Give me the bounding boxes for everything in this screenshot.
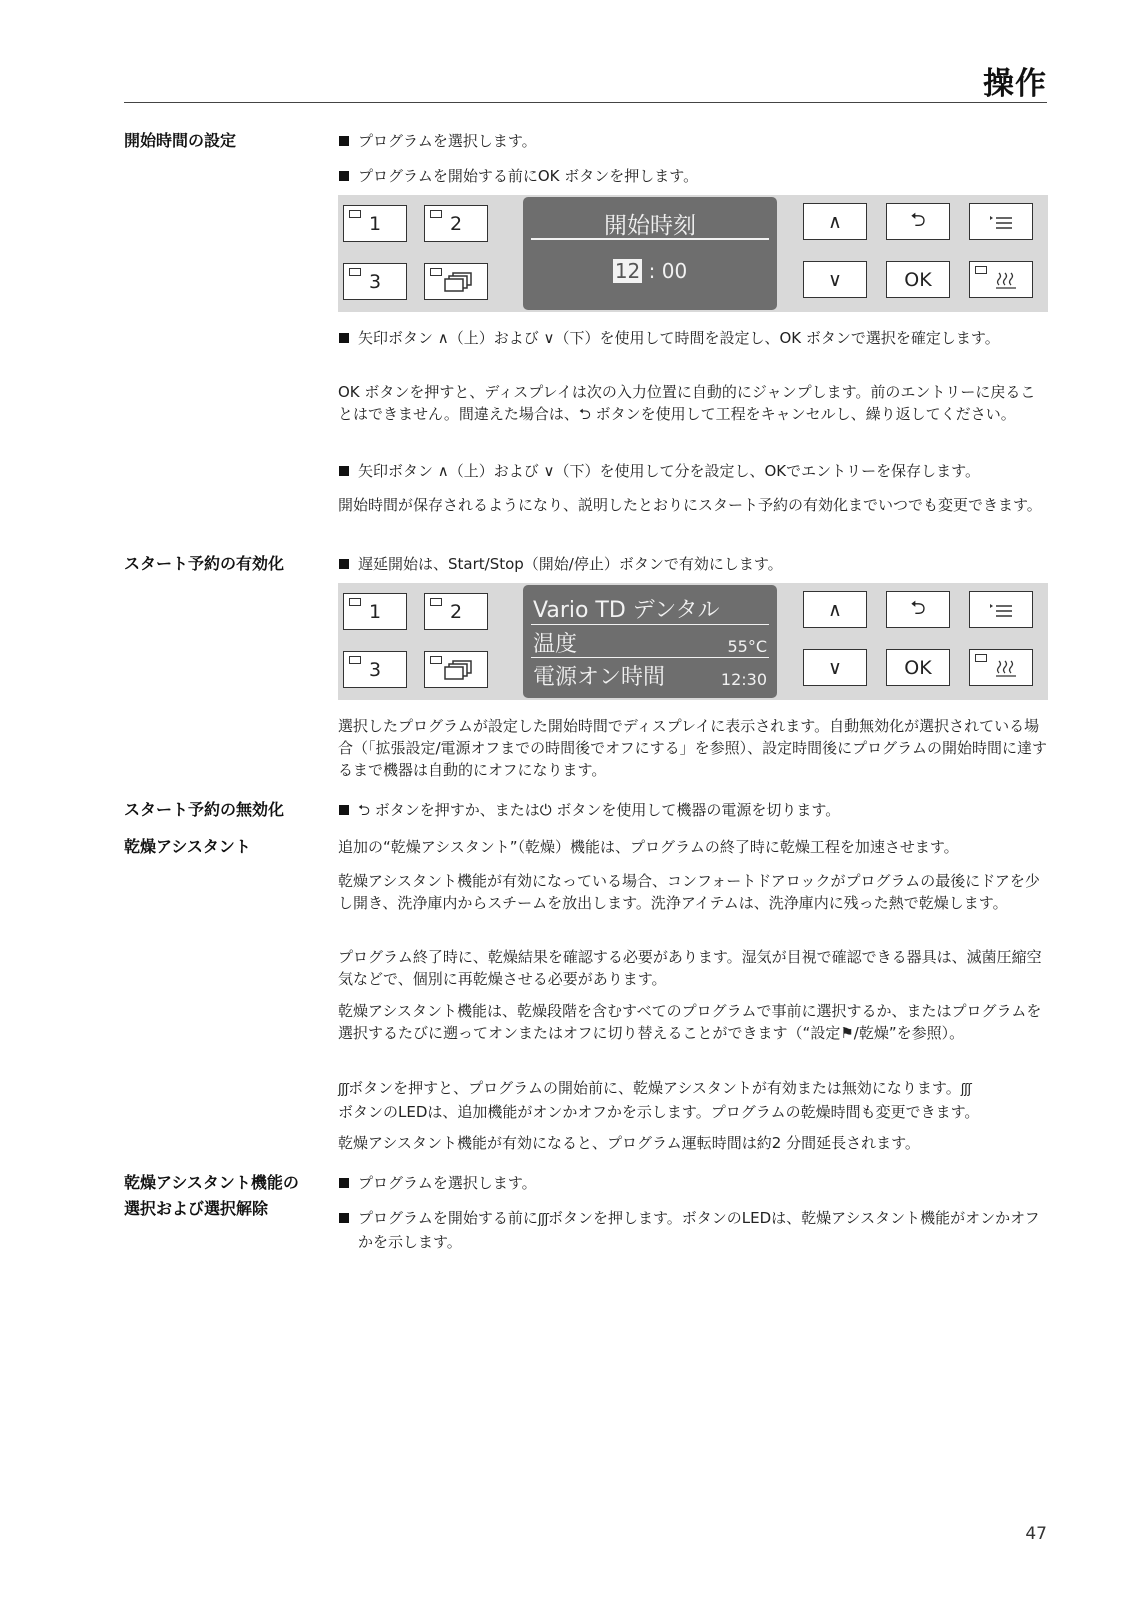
display-divider — [531, 657, 769, 658]
led-indicator — [430, 598, 442, 606]
display-temperature-row — [533, 627, 767, 658]
drying-button[interactable] — [969, 261, 1033, 298]
paragraph-drying-button: ʃʃʃボタンを押すと、プログラムの開始前に、乾燥アシスタントが有効または無効になります。ʃʃʃ ボタンのLEDは、追加機能がオンかオフかを示します。プログラムの乾燥時間も変更できます。 — [338, 1079, 980, 1121]
display-program-name: Vario TD デンタル — [533, 598, 720, 623]
led-indicator — [349, 268, 361, 276]
paragraph-drying-door: 乾燥アシスタント機能が有効になっている場合、コンフォートドアロックがプログラムの最後にドアを少し開き、洗浄庫内からスチームを放出します。洗浄アイテムは、洗浄庫内に残った熱で乾燥します。 — [338, 872, 1040, 912]
display-temperature-label: 温度 — [533, 632, 578, 657]
paragraph-ok-jump: OK ボタンを押すと、ディスプレイは次の入力位置に自動的にジャンプします。前のエントリーに戻ることはできません。間違えた場合は、⮌ ボタンを使用して工程をキャンセルし、繰り返してください。 — [338, 383, 1036, 423]
ok-button[interactable]: OK — [886, 261, 950, 298]
display-temperature-value: 55°C — [727, 637, 767, 656]
control-panel-start-time — [338, 195, 1048, 312]
chevron-down-icon: ∨ — [828, 656, 842, 679]
stacked-windows-icon — [444, 659, 474, 681]
down-arrow-button[interactable] — [803, 261, 867, 298]
ok-button[interactable]: OK — [886, 649, 950, 686]
back-button[interactable] — [886, 591, 950, 628]
program-button-2[interactable]: 2 — [424, 593, 488, 630]
back-button[interactable] — [886, 203, 950, 240]
paragraph-drying-preselect: 乾燥アシスタント機能は、乾燥段階を含むすべてのプログラムで事前に選択するか、またはプログラムを選択するたびに遡ってオンまたはオフに切り替えることができます（“設定⚑/乾燥”を参照）。 — [338, 1002, 1042, 1042]
display-minutes: : 00 — [642, 259, 688, 283]
menu-list-icon — [987, 601, 1015, 619]
display-screen — [523, 197, 777, 310]
paragraph-drying-intro: 追加の“乾燥アシスタント”（乾燥）機能は、プログラムの終了時に乾燥工程を加速させます。 — [338, 838, 959, 856]
chevron-down-icon: ∨ — [828, 268, 842, 291]
stacked-windows-icon — [444, 271, 474, 293]
drying-steam-icon: ʃʃʃ — [960, 1082, 971, 1097]
program-button-1[interactable]: 1 — [343, 205, 407, 242]
bullet-set-minutes: 矢印ボタン ∧（上）および ∨（下）を使用して分を設定し、OKでエントリーを保存します。 — [338, 460, 1048, 482]
program-button-1[interactable]: 1 — [343, 593, 407, 630]
display-power-on-value: 12:30 — [720, 670, 767, 689]
led-indicator — [349, 656, 361, 664]
bullet-press-ok: プログラムを開始する前にOK ボタンを押します。 — [338, 165, 1048, 187]
display-divider — [531, 624, 769, 625]
led-indicator — [430, 268, 442, 276]
display-divider — [531, 238, 769, 240]
menu-button[interactable] — [969, 591, 1033, 628]
up-arrow-button[interactable] — [803, 591, 867, 628]
display-time — [523, 259, 777, 283]
led-indicator — [430, 210, 442, 218]
chevron-up-icon: ∧ — [828, 210, 842, 233]
back-arrow-icon: ⮌ — [910, 596, 926, 619]
section-heading-drying: 乾燥アシスタント — [124, 837, 251, 856]
page-title: 操作 — [983, 66, 1047, 102]
drying-steam-icon: ʃʃʃ — [338, 1082, 349, 1097]
led-indicator — [975, 266, 987, 274]
header-divider — [124, 102, 1047, 103]
bullet-press-drying: プログラムを開始する前にʃʃʃボタンを押します。ボタンのLEDは、乾燥アシスタント機能がオンかオフかを示します。 — [338, 1207, 1048, 1253]
display-title: 開始時刻 — [604, 213, 696, 239]
led-indicator — [349, 210, 361, 218]
section-heading-deactivate: スタート予約の無効化 — [124, 800, 285, 819]
back-arrow-icon: ⮌ — [910, 208, 926, 231]
led-indicator — [349, 598, 361, 606]
paragraph-drying-check: プログラム終了時に、乾燥結果を確認する必要があります。湿気が目視で確認できる器具は、滅菌圧縮空気などで、個別に再乾燥させる必要があります。 — [338, 948, 1042, 988]
led-indicator — [430, 656, 442, 664]
program-button-2[interactable]: 2 — [424, 205, 488, 242]
program-list-button[interactable] — [424, 263, 488, 300]
paragraph-start-saved: 開始時間が保存されるようになり、説明したとおりにスタート予約の有効化までいつでも変更できます。 — [338, 496, 1042, 514]
bullet-set-hours: 矢印ボタン ∧（上）および ∨（下）を使用して時間を設定し、OK ボタンで選択を確定します。 — [338, 327, 1048, 349]
page-number: 47 — [1025, 1524, 1047, 1544]
menu-button[interactable] — [969, 203, 1033, 240]
program-list-button[interactable] — [424, 651, 488, 688]
drying-button[interactable] — [969, 649, 1033, 686]
display-hours: 12 — [614, 259, 641, 283]
section-heading-start-time: 開始時間の設定 — [124, 131, 237, 150]
bullet-select-program: プログラムを選択します。 — [338, 130, 1048, 152]
drying-steam-icon — [995, 659, 1017, 677]
drying-steam-icon: ʃʃʃ — [537, 1212, 548, 1227]
drying-steam-icon — [995, 271, 1017, 289]
paragraph-program-display: 選択したプログラムが設定した開始時間でディスプレイに表示されます。自動無効化が選択されている場合（「拡張設定/電源オフまでの時間後でオフにする」を参照）、設定時間後にプログラムの開始時間に達するまで機器は自動的にオフになります。 — [338, 717, 1048, 779]
display-power-on-row — [533, 660, 767, 691]
bullet-delay-start: 遅延開始は、Start/Stop（開始/停止）ボタンで有効にします。 — [338, 553, 1048, 575]
section-heading-activate: スタート予約の有効化 — [124, 554, 285, 573]
paragraph-drying-duration: 乾燥アシスタント機能が有効になると、プログラム運転時間は約2 分間延長されます。 — [338, 1134, 920, 1152]
down-arrow-button[interactable] — [803, 649, 867, 686]
menu-list-icon — [987, 213, 1015, 231]
chevron-up-icon: ∧ — [828, 598, 842, 621]
program-button-3[interactable]: 3 — [343, 263, 407, 300]
control-panel-activate — [338, 583, 1048, 700]
bullet-power-off: ⮌ ボタンを押すか、または⏻ ボタンを使用して機器の電源を切ります。 — [338, 799, 1048, 821]
display-power-on-label: 電源オン時間 — [533, 665, 666, 690]
led-indicator — [975, 654, 987, 662]
bullet-select-program: プログラムを選択します。 — [338, 1172, 1048, 1194]
section-heading-drying-select: 乾燥アシスタント機能の 選択および選択解除 — [124, 1173, 299, 1218]
display-screen — [523, 585, 777, 698]
up-arrow-button[interactable] — [803, 203, 867, 240]
program-button-3[interactable]: 3 — [343, 651, 407, 688]
